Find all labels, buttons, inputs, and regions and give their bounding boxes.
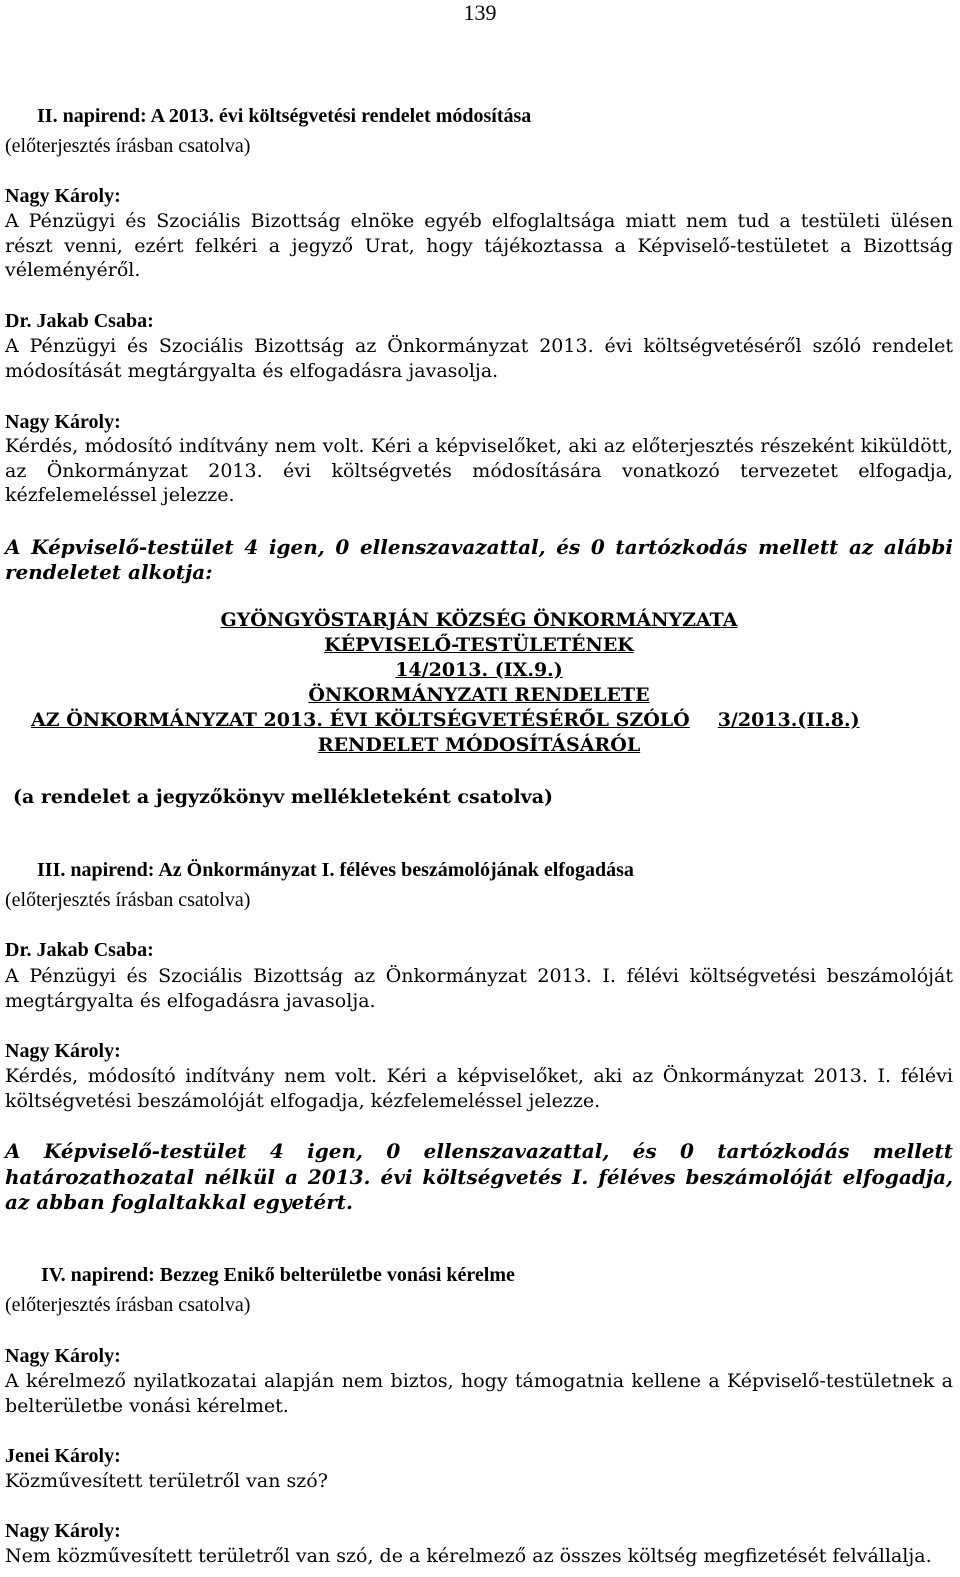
speaker-text: A Pénzügyi és Szociális Bizottság az Önkormányzat 2013. évi költségvetéséről szóló rendelet módosítását megtárgyalta és elfogadásra javasolja.	[5, 335, 953, 382]
annex-note: (a rendelet a jegyzőkönyv mellékleteként csatolva)	[13, 786, 554, 808]
speaker-text: Közművesített területről van szó?	[5, 1470, 328, 1492]
ordinance-number: 3/2013.(II.8.)	[717, 709, 860, 731]
ordinance-title-line: GYÖNGYÖSTARJÁN KÖZSÉG ÖNKORMÁNYZATA	[220, 609, 738, 631]
ordinance-title-line: RENDELET MÓDOSÍTÁSÁRÓL	[317, 734, 641, 756]
speaker-name: Jenei Károly:	[5, 1445, 121, 1467]
speaker-text: Kérdés, módosító indítvány nem volt. Kéri a képviselőket, aki az előterjesztés részeként kiküldött, az Önkormányzat 2013. évi költségvetés módosítására vonatkozó tervezetet elfogadja, kézfelemeléssel jelezze.	[5, 435, 953, 506]
ordinance-title-line: 14/2013. (IX.9.)	[395, 659, 563, 681]
agenda-heading-3: III. napirend: Az Önkormányzat I. féléves beszámolójának elfogadása	[37, 859, 634, 881]
attachment-note: (előterjesztés írásban csatolva)	[5, 135, 251, 157]
agenda-heading-2: II. napirend: A 2013. évi költségvetési rendelet módosítása	[37, 105, 532, 127]
agenda-heading-4: IV. napirend: Bezzeg Enikő belterületbe vonási kérelme	[41, 1264, 515, 1286]
speaker-text: Nem közművesített területről van szó, de a kérelmező az összes költség megfizetését felvállalja.	[5, 1545, 932, 1567]
decision-text: A Képviselő-testület 4 igen, 0 ellenszavazattal, és 0 tartózkodás mellett az alábbi rendeletet alkotja:	[5, 535, 953, 584]
attachment-note: (előterjesztés írásban csatolva)	[5, 1294, 251, 1316]
speaker-name: Nagy Károly:	[5, 1345, 121, 1367]
speaker-name: Dr. Jakab Csaba:	[5, 310, 154, 332]
speaker-name: Nagy Károly:	[5, 185, 121, 207]
attachment-note: (előterjesztés írásban csatolva)	[5, 889, 251, 911]
speaker-text: A Pénzügyi és Szociális Bizottság az Önkormányzat 2013. I. félévi költségvetési beszámolóját megtárgyalta és elfogadásra javasolja.	[5, 965, 953, 1012]
speaker-text: A Pénzügyi és Szociális Bizottság elnöke egyéb elfoglaltsága miatt nem tud a testületi ülésen részt venni, ezért felkéri a jegyző Urat, hogy tájékoztassa a Képviselő-testületet a Bizottság véleményéről.	[5, 210, 953, 281]
speaker-name: Nagy Károly:	[5, 1040, 121, 1062]
decision-text: A Képviselő-testület 4 igen, 0 ellenszavazattal, és 0 tartózkodás mellett határozathozatal nélkül a 2013. évi költségvetés I. féléves beszámolóját elfogadja, az abban foglaltakkal egyetért.	[5, 1139, 953, 1214]
speaker-name: Nagy Károly:	[5, 411, 121, 433]
page-number: 139	[463, 0, 497, 25]
speaker-name: Dr. Jakab Csaba:	[5, 939, 154, 961]
speaker-text: Kérdés, módosító indítvány nem volt. Kéri a képviselőket, aki az Önkormányzat 2013. I. félévi költségvetési beszámolóját elfogadja, kézfelemeléssel jelezze.	[5, 1065, 953, 1112]
speaker-text: A kérelmező nyilatkozatai alapján nem biztos, hogy támogatnia kellene a Képviselő-testületnek a belterületbe vonási kérelmet.	[5, 1370, 953, 1417]
ordinance-title-line: KÉPVISELŐ-TESTÜLETÉNEK	[324, 634, 634, 656]
ordinance-title-line	[31, 708, 951, 733]
ordinance-title-part: AZ ÖNKORMÁNYZAT 2013. ÉVI KÖLTSÉGVETÉSÉRŐL SZÓLÓ	[31, 709, 690, 731]
ordinance-title-line: ÖNKORMÁNYZATI RENDELETE	[308, 684, 650, 706]
speaker-name: Nagy Károly:	[5, 1520, 121, 1542]
